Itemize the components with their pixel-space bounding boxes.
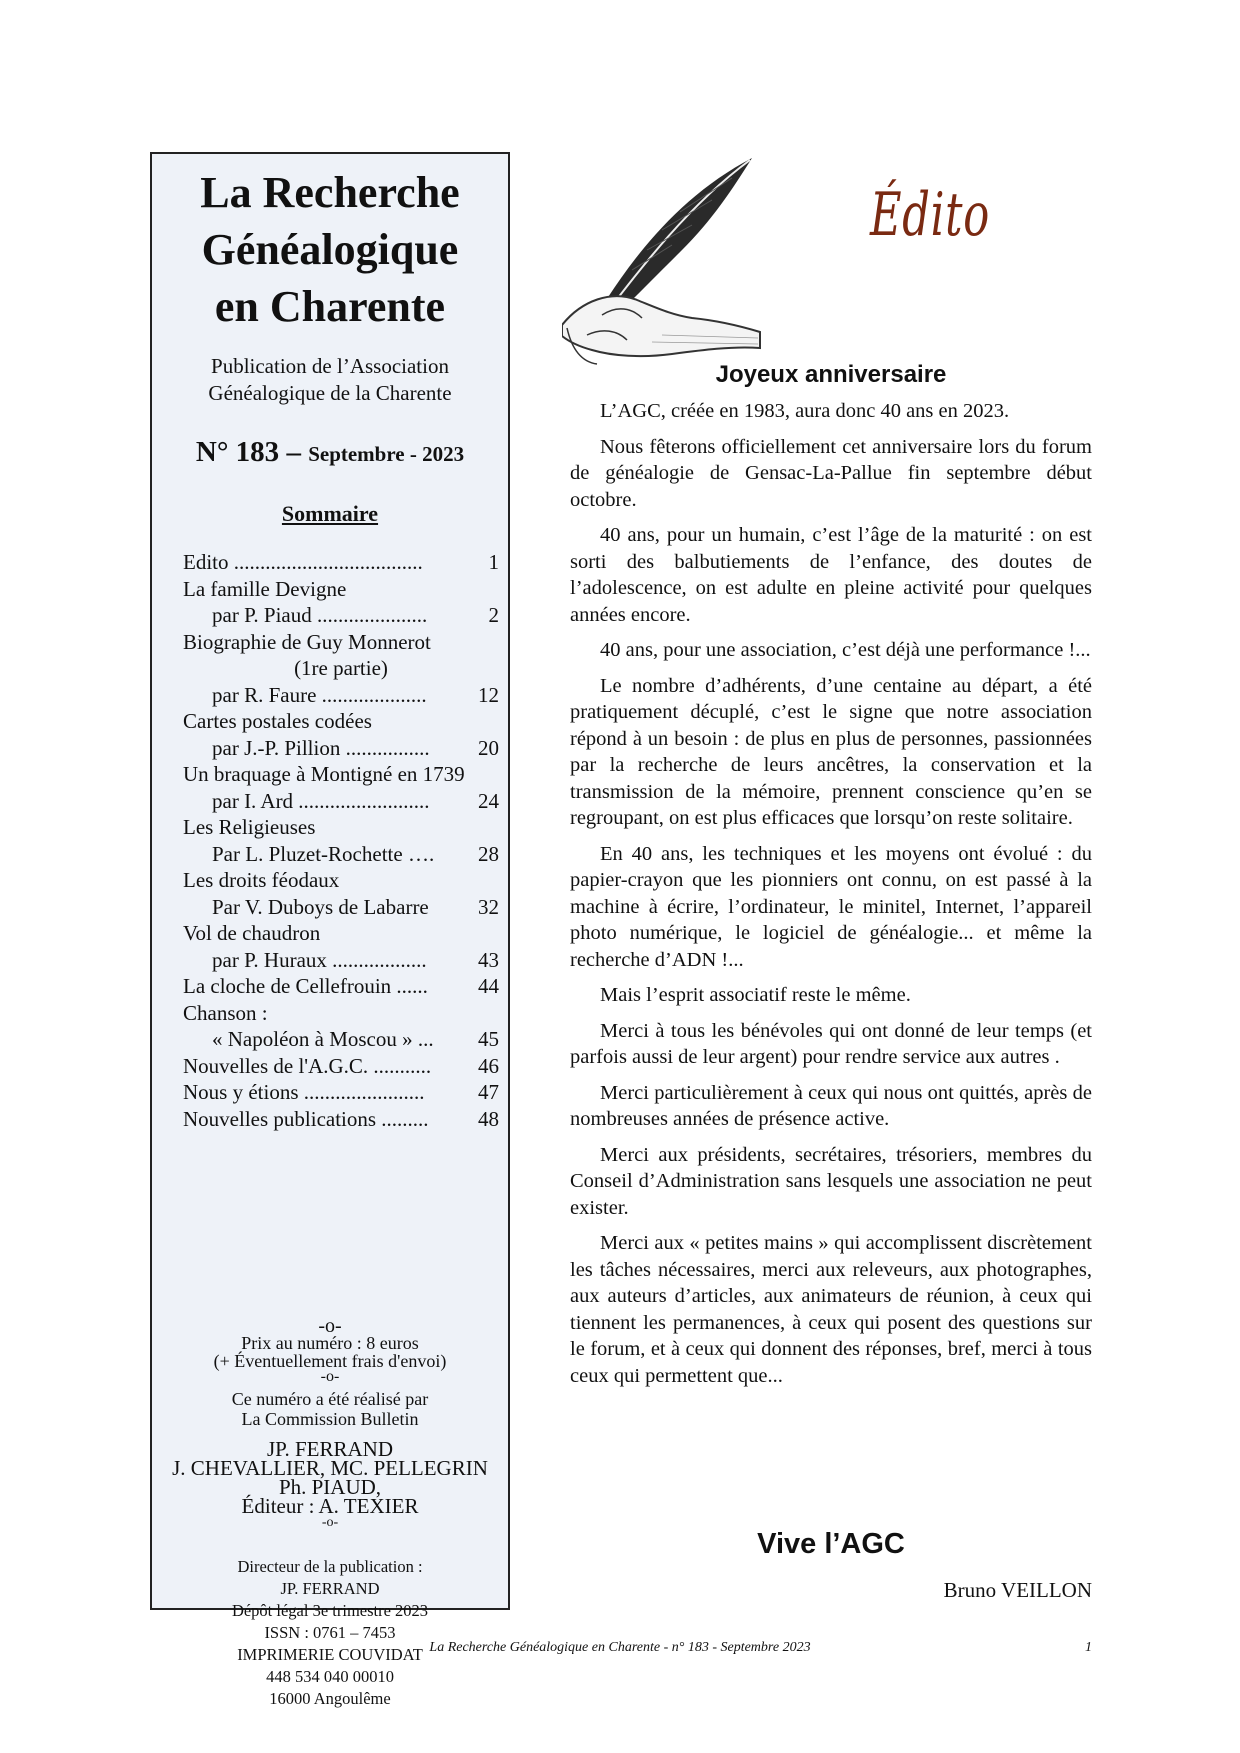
article-paragraph: L’AGC, créée en 1983, aura donc 40 ans en 2023. (600, 400, 1010, 422)
toc-entry-title: Edito .................................... (183, 550, 423, 574)
team-line: Ph. PIAUD, (278, 1475, 382, 1499)
separator: -o- (320, 1368, 340, 1385)
price-info (152, 1334, 508, 1370)
toc-entry-title: Chanson : (183, 1000, 268, 1025)
table-of-contents (183, 549, 499, 1132)
toc-entry-title: Les Religieuses (183, 815, 316, 839)
journal-title-line: en Charente (214, 282, 446, 331)
price-line: (+ Éventuellement frais d'envoi) (213, 1351, 447, 1371)
journal-title-line: Généalogique (201, 225, 459, 274)
closing-line: Vive l’AGC (757, 1528, 905, 1560)
legal-line: JP. FERRAND (280, 1579, 380, 1598)
made-by-line: Ce numéro a été réalisé par (231, 1389, 429, 1409)
article-paragraph: Merci aux présidents, secrétaires, trésoriers, membres du Conseil d’Administration sans lesquels une association ne peut exister. (570, 1143, 1092, 1219)
legal-info (152, 1556, 508, 1710)
toc-entry (183, 761, 499, 788)
toc-entry-page: 44 (478, 974, 499, 998)
article-heading: Joyeux anniversaire (715, 361, 947, 388)
toc-entry-title: par J.-P. Pillion ................ (212, 735, 430, 760)
toc-entry (183, 655, 499, 682)
toc-entry-page: 2 (488, 603, 499, 627)
toc-entry (183, 841, 499, 868)
team-line: Éditeur : A. TEXIER (241, 1494, 419, 1518)
toc-entry (183, 1079, 499, 1106)
toc-entry-page: 47 (478, 1080, 499, 1104)
toc-entry-page (475, 920, 499, 947)
toc-entry-page (475, 1000, 499, 1027)
edito-title: Édito (870, 180, 990, 250)
legal-line: 448 534 040 00010 (266, 1667, 394, 1686)
toc-entry (183, 549, 499, 576)
toc-entry-page: 24 (478, 788, 499, 813)
toc-entry (183, 708, 499, 735)
made-by (152, 1389, 508, 1429)
toc-entry (183, 629, 499, 656)
journal-title-line: La Recherche (200, 168, 460, 217)
publisher (152, 353, 508, 407)
toc-entry-page (475, 761, 499, 788)
toc-entry-page: 43 (478, 947, 499, 972)
toc-entry (183, 814, 499, 841)
toc-entry-page: 12 (478, 682, 499, 707)
article-paragraph: Merci particulièrement à ceux qui nous ont quittés, après de nombreuses années de présence active. (570, 1081, 1092, 1130)
toc-entry-title: La cloche de Cellefrouin ...... (183, 974, 428, 998)
issue-number: N° 183 (195, 436, 280, 468)
toc-entry-title: Un braquage à Montigné en 1739 (183, 762, 465, 786)
toc-entry (183, 735, 499, 762)
toc-entry (183, 602, 499, 629)
toc-entry-page: 46 (478, 1053, 499, 1078)
legal-line: 16000 Angoulême (269, 1689, 391, 1708)
toc-entry-page (475, 576, 499, 603)
issue-info (152, 436, 508, 469)
article-paragraph: En 40 ans, les techniques et les moyens ont évolué : du papier-crayon que les pionniers ont connu, on est passé à la machine à écrire, l’ordinateur, le minitel, Internet, l’appareil photo numérique, le logiciel de généalogie... et même la recherche d’ADN !... (570, 842, 1092, 971)
toc-entry-page: 28 (478, 841, 499, 866)
article-paragraph: 40 ans, pour un humain, c’est l’âge de la maturité : on est sorti des balbutiements de l’enfance, des doutes de l’adolescence, on est adulte en pleine activité pour quelques années encore. (570, 524, 1092, 626)
toc-entry-title: La famille Devigne (183, 576, 347, 601)
separator: -o- (318, 1315, 342, 1337)
article-paragraph: Nous fêterons officiellement cet anniversaire lors du forum de généalogie de Gensac-La-Pallue fin septembre début octobre. (570, 435, 1092, 511)
legal-line: IMPRIMERIE COUVIDAT (237, 1645, 423, 1664)
toc-entry (183, 973, 499, 1000)
toc-entry-page: 1 (488, 550, 499, 574)
article-paragraph: 40 ans, pour une association, c’est déjà une performance !... (600, 639, 1091, 661)
summary-sidebar (150, 152, 510, 1708)
toc-entry-title: par I. Ard ......................... (212, 788, 430, 813)
toc-entry-page: 48 (478, 1106, 499, 1131)
separator: -o- (321, 1515, 339, 1530)
page-footer: La Recherche Généalogique en Charente - n° 183 - Septembre 2023 (429, 1640, 811, 1655)
toc-entry-title: Biographie de Guy Monnerot (183, 629, 431, 654)
toc-entry-title: « Napoléon à Moscou » ... (212, 1027, 434, 1051)
toc-entry-title: par P. Piaud ..................... (212, 603, 428, 627)
toc-entry-page: 20 (478, 735, 499, 760)
toc-entry-title: Par V. Duboys de Labarre (212, 894, 429, 919)
toc-entry-title: Par L. Pluzet-Rochette …. (212, 841, 435, 866)
toc-entry-title: Nouvelles publications ......... (183, 1106, 429, 1131)
toc-entry-title: Nous y étions ....................... (183, 1080, 425, 1104)
legal-line: ISSN : 0761 – 7453 (264, 1623, 396, 1642)
publisher-line: Généalogique de la Charente (208, 381, 452, 405)
team-line: JP. FERRAND (266, 1437, 394, 1461)
journal-title (152, 164, 508, 335)
article-paragraph: Merci à tous les bénévoles qui ont donné de leur temps (et parfois aussi de leur argent) pour rendre service aux autres . (570, 1019, 1092, 1068)
toc-entry (183, 867, 499, 894)
article-paragraph: Mais l’esprit associatif reste le même. (600, 984, 911, 1006)
toc-entry-title: (1re partie) (294, 656, 388, 680)
toc-entry-page (475, 814, 499, 841)
toc-entry-title: Vol de chaudron (183, 921, 321, 945)
legal-line: Dépôt légal 3e trimestre 2023 (231, 1601, 429, 1620)
toc-entry (183, 894, 499, 921)
editorial-team (152, 1437, 508, 1518)
article-paragraph: Merci aux « petites mains » qui accomplissent discrètement les tâches nécessaires, merci aux releveurs, aux photographes, aux auteurs d’articles, aux animateurs de réunion, à ceux qui tiennent les permanences, à ceux qui posent des questions sur le forum, et à ceux qui donnent des réponses, bref, merci à tous ceux qui permettent que... (570, 1232, 1092, 1387)
toc-entry (183, 1106, 499, 1133)
legal-line: Directeur de la publication : (237, 1557, 423, 1576)
toc-entry (183, 1026, 499, 1053)
toc-entry-page (475, 629, 499, 656)
price-line: Prix au numéro : 8 euros (241, 1333, 419, 1353)
issue-date: Septembre - 2023 (308, 442, 465, 466)
toc-entry-title: Les droits féodaux (183, 868, 340, 892)
toc-entry-page: 45 (478, 1027, 499, 1051)
publisher-line: Publication de l’Association (211, 354, 449, 378)
toc-entry (183, 576, 499, 603)
toc-entry (183, 947, 499, 974)
toc-entry-title: par R. Faure .................... (212, 682, 427, 707)
toc-heading: Sommaire (281, 501, 379, 526)
toc-entry (183, 920, 499, 947)
toc-entry-page (475, 708, 499, 735)
toc-entry-page: 32 (478, 894, 499, 919)
made-by-line: La Commission Bulletin (241, 1409, 419, 1429)
toc-entry-page (475, 867, 499, 894)
page-number: 1 (1085, 1640, 1092, 1655)
team-line: J. CHEVALLIER, MC. PELLEGRIN (172, 1456, 488, 1480)
toc-entry (183, 1000, 499, 1027)
toc-entry-title: par P. Huraux .................. (212, 947, 427, 972)
toc-entry (183, 1053, 499, 1080)
toc-entry-title: Nouvelles de l'A.G.C. ........... (183, 1053, 432, 1078)
author-signature: Bruno VEILLON (943, 1578, 1092, 1602)
article-body (570, 398, 1092, 1398)
quill-hand-icon (562, 150, 762, 365)
article-paragraph: Le nombre d’adhérents, d’une centaine au départ, a été pratiquement décuplé, c’est le signe que notre association répond à un besoin : de plus en plus de personnes, passionnées par la recherche de leurs ancêtres, la conservation et la transmission de la mémoire, prennent conscience qu’en se regroupant, on est plus efficaces que lorsqu’on reste solitaire. (570, 674, 1092, 829)
toc-entry (183, 788, 499, 815)
toc-entry-title: Cartes postales codées (183, 709, 372, 733)
toc-entry (183, 682, 499, 709)
issue-dash: – (279, 436, 309, 468)
